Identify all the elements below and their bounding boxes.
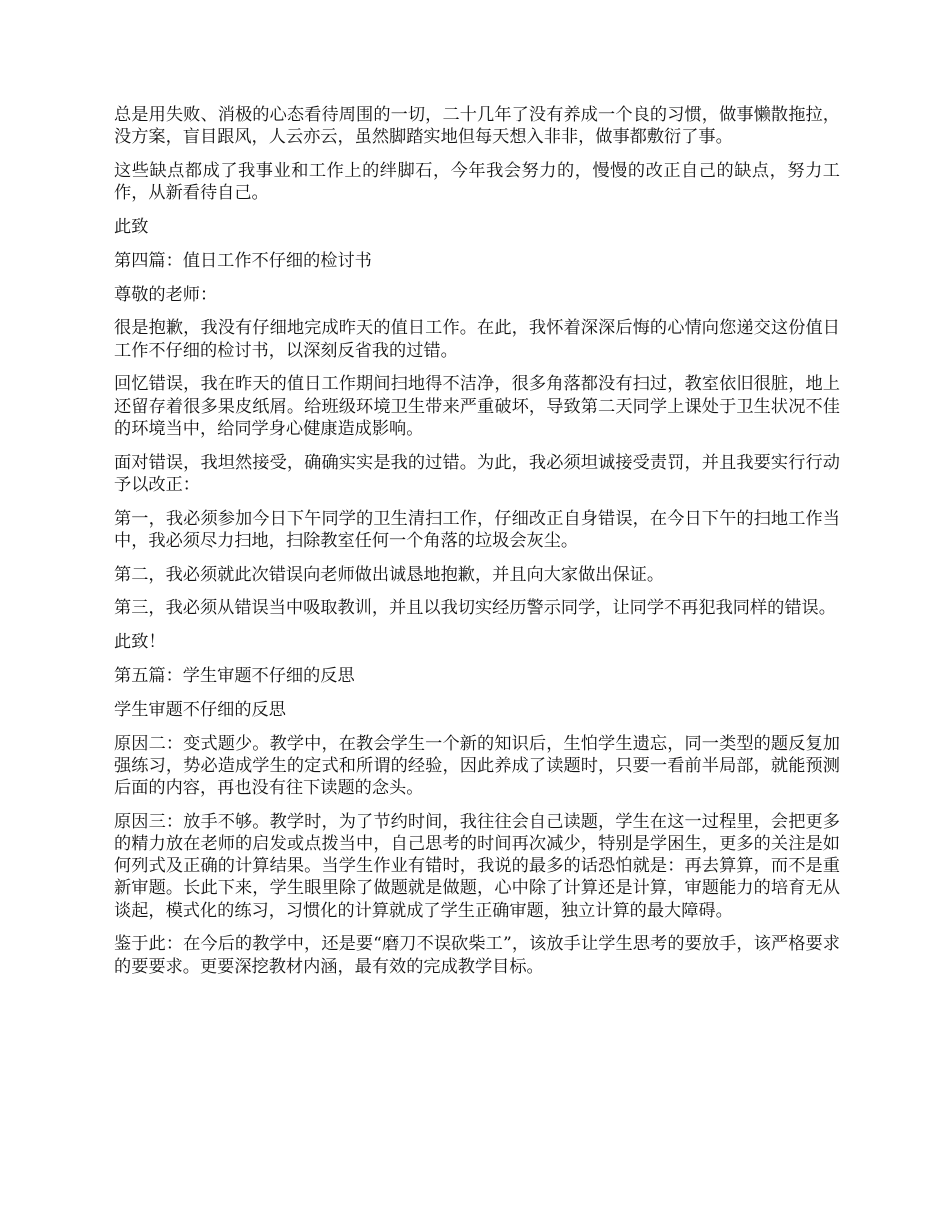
paragraph-reason-three: 原因三：放手不够。教学时，为了节约时间，我往往会自己读题，学生在这一过程里，会把更多的精力放在老师的启发或点拨当中，自己思考的时间再次减少，特别是学困生，更多的关注是如何列式及正确的计算结果。当学生作业有错时，我说的最多的话恐怕就是：再去算算，而不是重新审题。长此下来，学生眼里除了做题就是做题，心中除了计算还是计算，审题能力的培育无从谈起，模式化的练习，习惯化的计算就成了学生正确审题，独立计算的最大障碍。: [114, 811, 840, 921]
paragraph-first-point: 第一，我必须参加今日下午同学的卫生清扫工作，仔细改正自身错误，在今日下午的扫地工作当中，我必须尽力扫地，扫除教室任何一个角落的垃圾会灰尘。: [114, 508, 840, 551]
paragraph-second-point: 第二，我必须就此次错误向老师做出诚恳地抱歉，并且向大家做出保证。: [114, 564, 665, 585]
paragraph-face-error: 面对错误，我坦然接受，确确实实是我的过错。为此，我必须坦诚接受责罚，并且我要实行行动予以改正：: [114, 452, 840, 495]
section-heading-5: 第五篇：学生审题不仔细的反思: [114, 665, 355, 686]
paragraph-recall-error: 回忆错误，我在昨天的值日工作期间扫地得不洁净，很多角落都没有扫过，教室依旧很脏，地上还留存着很多果皮纸屑。给班级环境卫生带来严重破坏，导致第二天同学上课处于卫生状况不佳的环境当中，给同学身心健康造成影响。: [114, 374, 840, 439]
section-heading-4: 第四篇：值日工作不仔细的检讨书: [114, 250, 372, 271]
paragraph-shortcomings: 总是用失败、消极的心态看待周围的一切，二十几年了没有养成一个良的习惯，做事懒散拖拉，没方案，盲目跟风，人云亦云，虽然脚踏实地但每天想入非非，做事都敷衍了事。: [114, 105, 840, 148]
greeting: 尊敬的老师：: [114, 284, 218, 305]
paragraph-conclusion: 鉴于此：在今后的教学中，还是要“磨刀不误砍柴工”，该放手让学生思考的要放手，该严格要求的要要求。更要深挖教材内涵，最有效的完成教学目标。: [114, 934, 840, 977]
paragraph-third-point: 第三，我必须从错误当中吸取教训，并且以我切实经历警示同学，让同学不再犯我同样的错误。: [114, 598, 836, 619]
document-body: [114, 104, 840, 989]
paragraph-apology: 很是抱歉，我没有仔细地完成昨天的值日工作。在此，我怀着深深后悔的心情向您递交这份值日工作不仔细的检讨书，以深刻反省我的过错。: [114, 318, 840, 361]
closing-salutation: 此致: [114, 217, 149, 237]
paragraph-reason-two: 原因二：变式题少。教学中，在教会学生一个新的知识后，生怕学生遗忘，同一类型的题反复加强练习，势必造成学生的定式和所谓的经验，因此养成了读题时，只要一看前半局部，就能预测后面的内容，再也没有往下读题的念头。: [114, 733, 840, 798]
subheading-reflection: 学生审题不仔细的反思: [114, 699, 286, 720]
paragraph-obstacles: 这些缺点都成了我事业和工作上的绊脚石，今年我会努力的，慢慢的改正自己的缺点，努力工作，从新看待自己。: [114, 161, 840, 204]
closing-salutation-2: 此致！: [114, 632, 166, 653]
